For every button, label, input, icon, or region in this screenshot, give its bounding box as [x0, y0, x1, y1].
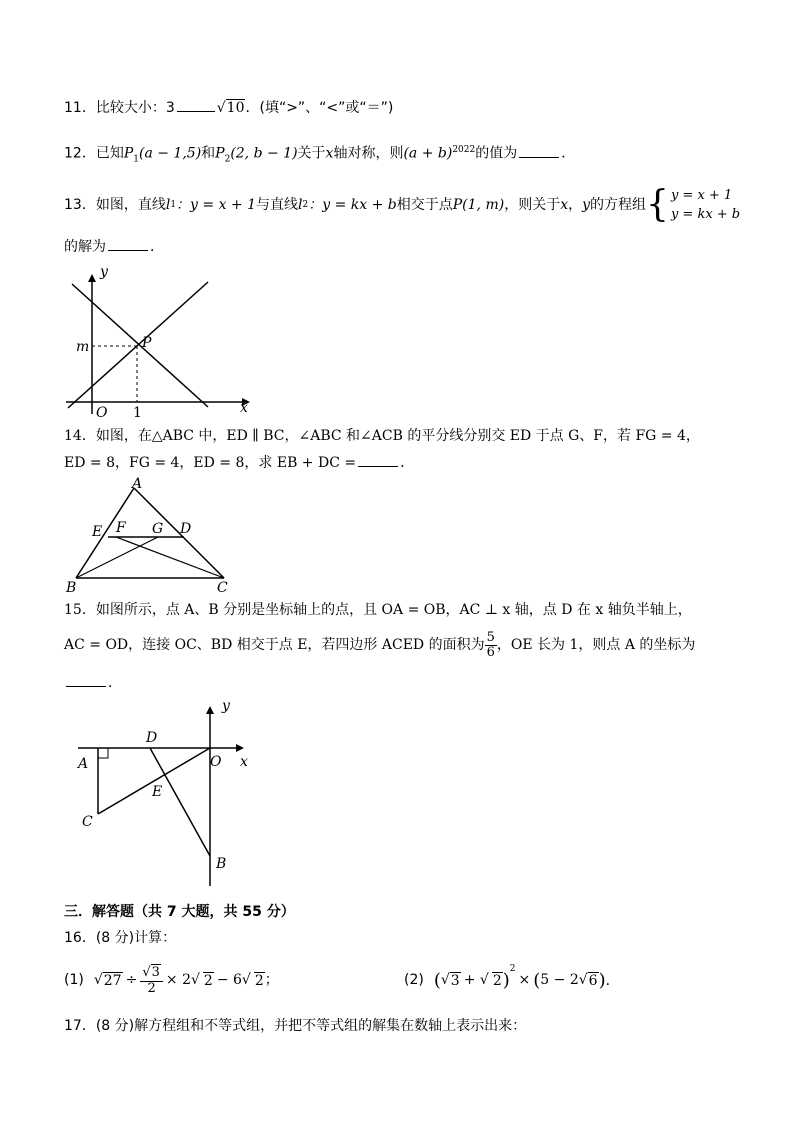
question-13	[64, 186, 740, 224]
q15-line2a: AC = OD，连接 OC、BD 相交于点 E，若四边形 ACED 的面积为	[64, 637, 485, 653]
q13-label-O: O	[96, 405, 108, 420]
q14-line1: 14．如图，在△ABC 中，ED ∥ BC，∠ABC 和∠ACB 的平分线分别交 ED 于点 G、F，若 FG = 4，	[64, 428, 700, 444]
q15-label-B: B	[216, 856, 227, 872]
q12-p2: P	[215, 145, 225, 162]
q14-end: ．	[400, 455, 415, 471]
q13-x: x	[560, 197, 569, 213]
q15-frac-num: 5	[486, 629, 495, 645]
q15-line3	[64, 672, 122, 693]
q16-p1-fraction: $\frac{√3}{2}$	[140, 964, 163, 996]
q13-sys1: y = x + 1	[670, 188, 733, 203]
q15-label-O: O	[210, 754, 222, 770]
q13-blank[interactable]	[108, 236, 148, 251]
q14-blank[interactable]	[358, 452, 398, 467]
q16-p2-label: (2)	[404, 972, 424, 988]
q13-equation-system: { y = x + 1 y = kx + b	[646, 184, 741, 225]
q15-right-angle-icon	[98, 748, 108, 758]
q12-and: 和	[201, 145, 216, 162]
q14-label-G: G	[152, 521, 164, 537]
q13-t4: ，则关于	[504, 197, 561, 213]
q12-num: 12．	[64, 145, 96, 162]
q14-label-F: F	[116, 520, 126, 536]
q13-end: ．	[150, 239, 164, 255]
q13-y-arrow-icon	[88, 274, 96, 282]
q16-part2: (2) ( √ 3 + √ 2 ) $^2$ × ( 5 − 2√ 6 ) ．	[404, 964, 620, 991]
q13-t1: 如图，直线	[95, 197, 166, 213]
q13-l2-sub: 2	[302, 200, 309, 210]
q12-p1: P	[123, 145, 134, 162]
q15-fraction	[485, 631, 497, 660]
q16-p2-end: ．	[605, 973, 620, 989]
q13-sys2: y = kx + b	[670, 207, 741, 222]
q16-p1-sqrt3: 3	[151, 965, 160, 980]
q15-label-E: E	[152, 784, 163, 800]
q15-blank[interactable]	[66, 672, 106, 687]
q16-p1-sqrt2b: 2	[254, 972, 264, 989]
q12-blank[interactable]	[519, 143, 559, 158]
q13-l1: l	[165, 197, 171, 213]
q15-segment-BD	[150, 748, 210, 856]
q16-part1: (1) √ 27 ÷ $\frac{√3}{2}$ × 2√ 2 − 6√ 2 ；	[64, 965, 279, 996]
q14-figure	[62, 474, 242, 596]
q15-x-arrow-icon	[236, 744, 244, 752]
q12-p1-sub: 1	[133, 154, 139, 165]
q15-figure	[70, 696, 270, 890]
question-16: 16．(8 分)计算：	[64, 930, 177, 946]
q13-t2: 与直线	[256, 197, 299, 213]
q12-end: ．	[561, 145, 576, 162]
q15-label-D: D	[146, 730, 158, 746]
q16-p2-sqrt3: 3	[450, 972, 460, 989]
q12-p2-coords: (2, b − 1)	[230, 145, 298, 162]
q13-point: P(1, m)	[452, 197, 505, 213]
q13-figure	[60, 262, 260, 420]
question-14	[64, 426, 700, 446]
q14-label-C: C	[217, 580, 228, 596]
q16-p2-sqrt2: 2	[492, 972, 502, 989]
q15-label-A: A	[78, 756, 89, 772]
q16-p1-sqrt2a: 2	[203, 972, 213, 989]
q13-l1-sub: 1	[170, 200, 177, 210]
q12-tail: 的值为	[475, 145, 518, 162]
q14-label-A: A	[132, 476, 143, 492]
q13-line2	[64, 236, 164, 257]
q13-num: 13．	[64, 197, 96, 213]
question-11: 11．比较大小：3 √10．(填“>”、“<”或“＝”)	[64, 97, 393, 118]
q16-p1-label: (1)	[64, 972, 84, 988]
q14-bisector-CF	[116, 537, 224, 578]
q12-p1-coords: (a − 1,5)	[138, 145, 202, 162]
q12-text: 已知	[95, 145, 124, 162]
q13-label-P: P	[142, 335, 152, 351]
q11-text: 11．比较大小：3	[64, 100, 175, 116]
q15-line2	[64, 628, 695, 662]
question-12	[64, 140, 575, 169]
q14-bisector-BG	[76, 537, 158, 578]
q15-end: ．	[108, 675, 122, 691]
q11-blank[interactable]	[177, 97, 215, 112]
q15-label-y: y	[222, 698, 230, 714]
q13-t3: 相交于点	[396, 197, 453, 213]
q12-mid2: 轴对称，则	[333, 145, 404, 162]
q13-eq2: ：y = kx + b	[308, 197, 397, 213]
q13-l2: l	[298, 197, 303, 213]
section-3-heading: 三．解答题（共 7 大题，共 55 分）	[64, 904, 295, 920]
q14-line2a: ED = 8，FG = 4，ED = 8，求 EB + DC =	[64, 455, 357, 471]
q15-label-x: x	[240, 754, 248, 770]
q14-label-E: E	[92, 524, 103, 540]
q16-p1-sqrt27: 27	[103, 972, 122, 989]
q15-line2b: ，OE 长为 1，则点 A 的坐标为	[496, 637, 696, 653]
q12-exp: 2022	[452, 145, 476, 155]
q13-label-x: x	[240, 400, 248, 416]
q13-y: y	[582, 197, 591, 213]
q12-axis: x	[325, 145, 334, 162]
q13-t5: 的方程组	[590, 197, 647, 213]
question-15	[64, 600, 692, 620]
q16-p2-exp: 2	[509, 964, 516, 974]
q15-frac-den: 6	[486, 644, 495, 660]
q12-mid: 关于	[297, 145, 326, 162]
q15-y-arrow-icon	[206, 706, 214, 714]
q11-text2: ．(填“>”、“<”或“＝”)	[245, 100, 394, 116]
q13-label-1: 1	[133, 405, 142, 420]
q13-eq1: ：y = x + 1	[176, 197, 257, 213]
q13-label-y: y	[100, 264, 108, 280]
q14-line2	[64, 452, 414, 473]
q14-side-AC	[134, 488, 224, 578]
q15-label-C: C	[82, 814, 93, 830]
q13-comma: ，	[568, 197, 583, 213]
question-17: 17．(8 分)解方程组和不等式组，并把不等式组的解集在数轴上表示出来：	[64, 1018, 527, 1034]
q15-segment-OC	[98, 748, 210, 814]
q15-line1: 15．如图所示，点 A、B 分别是坐标轴上的点，且 OA = OB，AC ⊥ x 轴，点 D 在 x 轴负半轴上，	[64, 602, 692, 618]
q13-label-m: m	[76, 339, 90, 355]
q14-label-B: B	[66, 580, 77, 596]
q12-expr: (a + b)	[403, 145, 453, 162]
q13-line2-text: 的解为	[64, 239, 106, 255]
q14-label-D: D	[180, 521, 192, 537]
q11-radical: 10	[226, 100, 245, 116]
q16-p1-denominator: 2	[147, 981, 156, 996]
q12-p2-sub: 2	[224, 154, 231, 165]
q16-p2-sqrt6: 6	[588, 972, 598, 989]
q16-p1-end: ；	[264, 972, 279, 988]
